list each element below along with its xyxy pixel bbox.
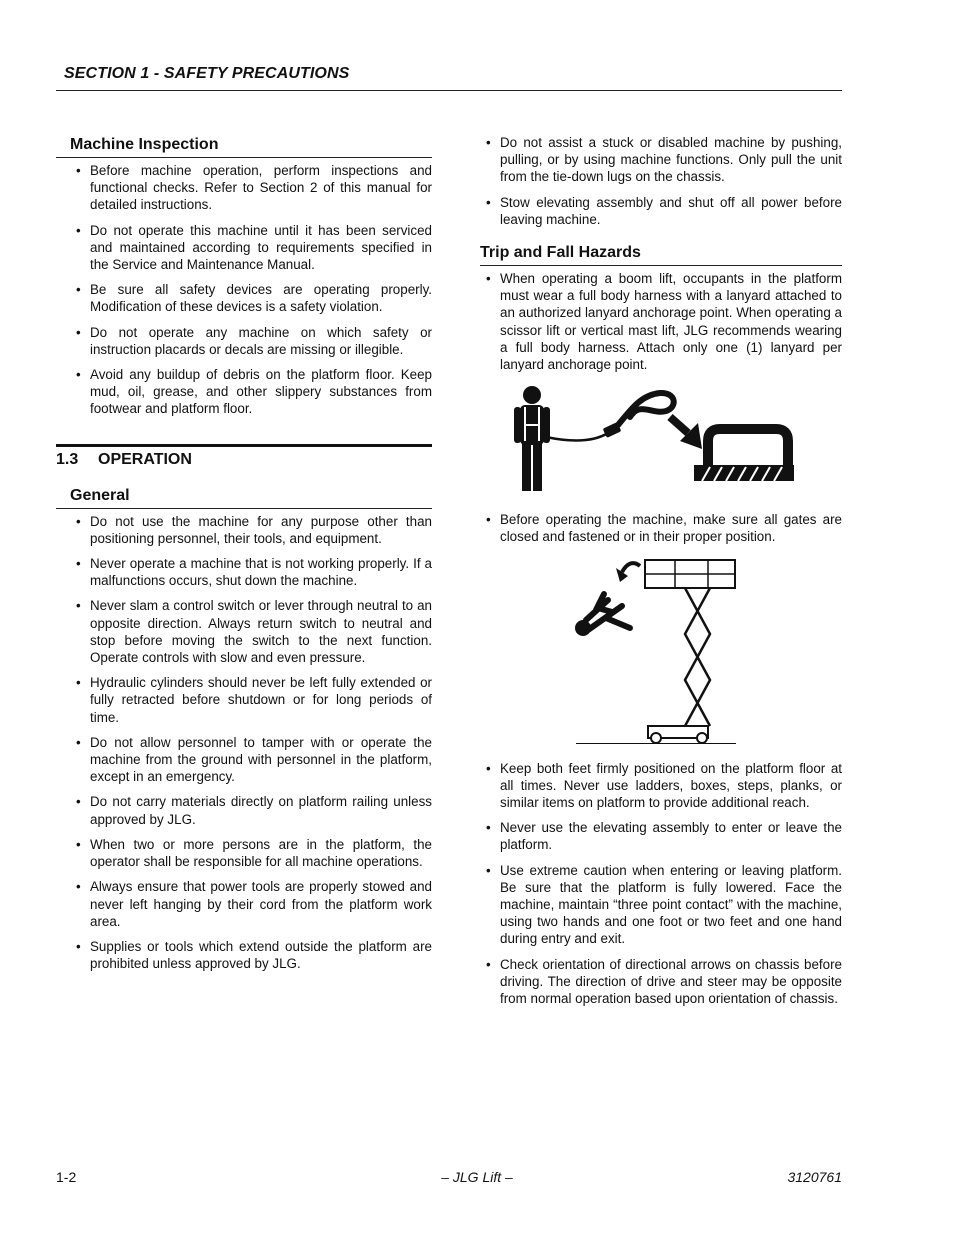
list-item: • Never use the elevating assembly to enter or leave the platform. [486,819,842,853]
list-item: • Supplies or tools which extend outside the platform are prohibited unless approved by JLG. [76,938,432,972]
trip-fall-list-c [480,760,842,1008]
page-header-title: SECTION 1 - SAFETY PRECAUTIONS [64,65,350,82]
harness-lanyard-icon [480,381,842,499]
trip-fall-list-a [480,270,842,373]
list-item: • Do not carry materials directly on platform railing unless approved by JLG. [76,793,432,827]
list-item: • Check orientation of directional arrows on chassis before driving. The direction of drive and steer may be opposite from normal operation based upon orientation of chassis. [486,956,842,1008]
list-item: • Do not allow personnel to tamper with or operate the machine from the ground with personnel in the platform, except in an emergency. [76,734,432,786]
list-item: • Never slam a control switch or lever through neutral to an opposite direction. Always return switch to neutral and stop before moving the switch to the next function. Operate controls with slow and even pressure. [76,597,432,666]
section-number: 1.3 [56,450,79,468]
right-top-list [480,134,842,228]
list-item: • Avoid any buildup of debris on the platform floor. Keep mud, oil, grease, and other slippery substances from footwear and platform floor. [76,366,432,418]
list-item: • Be sure all safety devices are operating properly. Modification of these devices is a safety violation. [76,281,432,315]
section-title: OPERATION [98,450,192,468]
list-item: • Use extreme caution when entering or leaving platform. Be sure that the platform is fully lowered. Face the machine, maintain “three point contact” with the machine, using two hands and one foot or two feet and one hand during entry and exit. [486,862,842,948]
list-item: • Before operating the machine, make sure all gates are closed and fastened or in their proper position. [486,511,842,545]
list-item: • Stow elevating assembly and shut off all power before leaving machine. [486,194,842,228]
list-item: • Never operate a machine that is not working properly. If a malfunctions occurs, shut down the machine. [76,555,432,589]
page-number: 1-2 [56,1169,77,1185]
general-list [56,513,432,973]
list-item: • Keep both feet firmly positioned on the platform floor at all times. Never use ladders, boxes, steps, planks, or similar items on platform to provide additional reach. [486,760,842,812]
machine-inspection-list [56,162,432,418]
trip-fall-list-b [480,511,842,545]
trip-fall-heading: Trip and Fall Hazards [480,242,842,266]
list-item: • Do not operate any machine on which safety or instruction placards or decals are missing or illegible. [76,324,432,358]
machine-inspection-heading: Machine Inspection [56,134,432,158]
list-item: • Do not assist a stuck or disabled machine by pushing, pulling, or by using machine functions. Only pull the unit from the tie-down lugs on the chassis. [486,134,842,186]
document-number: 3120761 [787,1169,842,1185]
list-item: • When operating a boom lift, occupants in the platform must wear a full body harness with a lanyard attached to an authorized lanyard anchorage point. When operating a scissor lift or vertical mast lift, JLG recommends wearing a full body harness. Attach only one (1) lanyard per lanyard anchorage point. [486,270,842,373]
header-rule [56,90,842,91]
list-item: • Hydraulic cylinders should never be left fully extended or fully retracted before shutdown or for long periods of time. [76,674,432,726]
list-item: • Do not operate this machine until it has been serviced and maintained according to requirements specified in the Service and Maintenance Manual. [76,222,432,274]
list-item: • Always ensure that power tools are properly stowed and never left hanging by their cord from the platform work area. [76,878,432,930]
list-item: • Do not use the machine for any purpose other than positioning personnel, their tools, and equipment. [76,513,432,547]
footer-title: – JLG Lift – [441,1169,513,1185]
general-heading: General [56,485,432,509]
list-item: • Before machine operation, perform inspections and functional checks. Refer to Section 2 of this manual for detailed instructions. [76,162,432,214]
left-column [56,134,432,980]
right-column [480,134,842,1015]
list-item: • When two or more persons are in the platform, the operator shall be responsible for all machine operations. [76,836,432,870]
operation-section-heading [56,444,432,469]
scissor-lift-fall-icon [480,554,842,744]
